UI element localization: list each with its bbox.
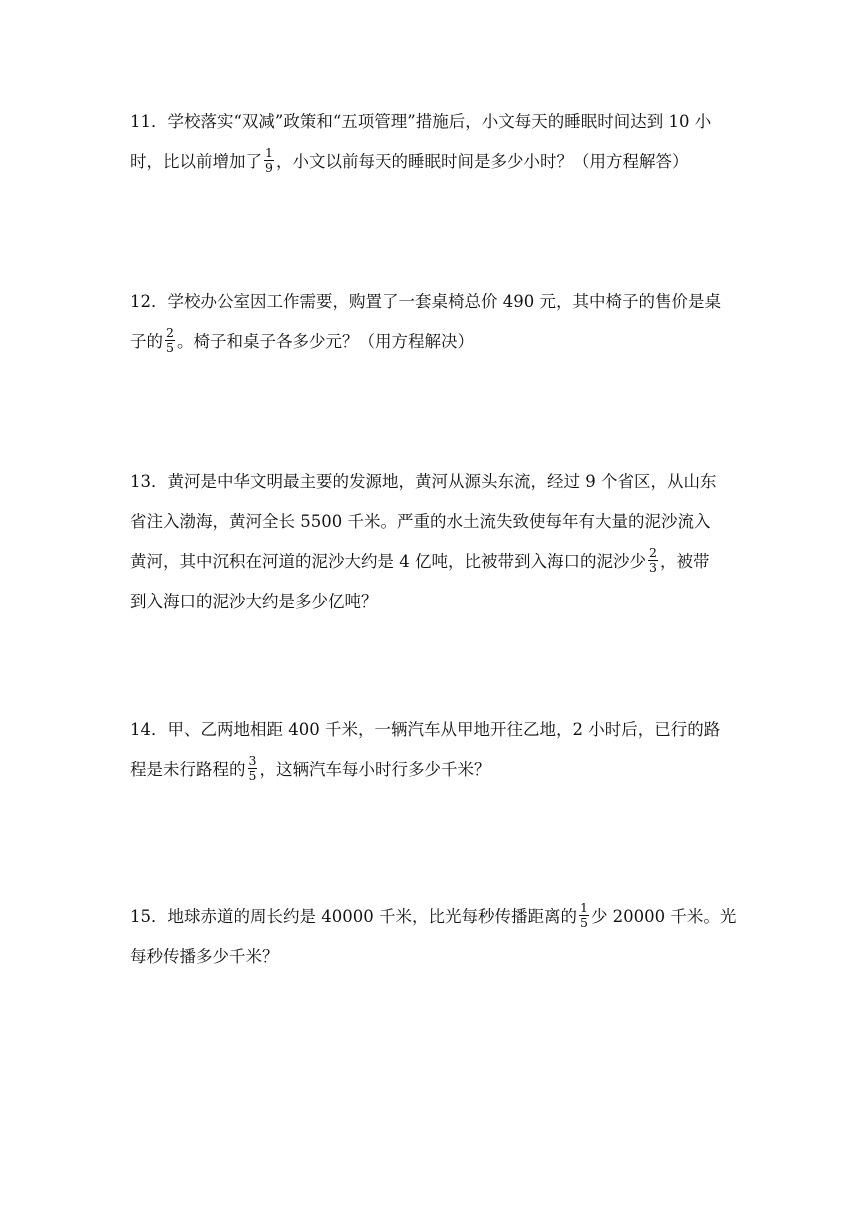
- problem-13-line-4: 到入海口的泥沙大约是多少亿吨？: [130, 592, 378, 611]
- problem-12-line-1: 12．学校办公室因工作需要，购置了一套桌椅总价 490 元，其中椅子的售价是桌: [130, 292, 721, 311]
- fraction: $\frac{1}{9}$: [265, 145, 273, 175]
- problem-12: [130, 282, 734, 362]
- problem-number: 13．: [130, 472, 168, 491]
- problem-15-line-1: 15．地球赤道的周长约是 40000 千米，比光每秒传播距离的 $\frac{1}{5}$ 少 20000 千米。光: [130, 900, 737, 930]
- problem-11-line-1: 11．学校落实“双减”政策和“五项管理”措施后，小文每天的睡眠时间达到 10 小: [130, 112, 712, 131]
- problem-13-line-3: 黄河，其中沉积在河道的泥沙大约是 4 亿吨，比被带到入海口的泥沙少 $\frac{2}{3}$ ，被带: [130, 545, 710, 575]
- problem-15: [130, 897, 737, 977]
- fraction: $\frac{3}{5}$: [248, 753, 257, 783]
- fraction: $\frac{1}{5}$: [579, 900, 588, 930]
- problem-number: 11．: [130, 112, 168, 131]
- fraction: $\frac{2}{5}$: [166, 325, 174, 355]
- problem-12-line-2: 子的 $\frac{2}{5}$ 。椅子和桌子各多少元？（用方程解决）: [130, 325, 474, 355]
- problem-13-line-2: 省注入渤海，黄河全长 5500 千米。严重的水土流失致使每年有大量的泥沙流入: [130, 512, 711, 531]
- fraction: $\frac{2}{3}$: [649, 545, 657, 575]
- problem-14-line-1: 14．甲、乙两地相距 400 千米，一辆汽车从甲地开往乙地，2 小时后，已行的路: [130, 720, 721, 739]
- problem-14: [130, 710, 734, 790]
- problem-15-line-2: 每秒传播多少千米？: [130, 947, 279, 966]
- problem-number: 15．: [130, 907, 168, 926]
- problem-13-line-1: 13．黄河是中华文明最主要的发源地，黄河从源头东流，经过 9 个省区，从山东: [130, 472, 717, 491]
- problem-11-line-2: 时，比以前增加了 $\frac{1}{9}$ ，小文以前每天的睡眠时间是多少小时？（用方程解答）: [130, 145, 689, 175]
- problem-number: 14．: [130, 720, 168, 739]
- problem-number: 12．: [130, 292, 168, 311]
- problem-13: [130, 462, 734, 622]
- problem-14-line-2: 程是未行路程的 $\frac{3}{5}$ ，这辆汽车每小时行多少千米？: [130, 753, 491, 783]
- problem-11: [130, 102, 734, 182]
